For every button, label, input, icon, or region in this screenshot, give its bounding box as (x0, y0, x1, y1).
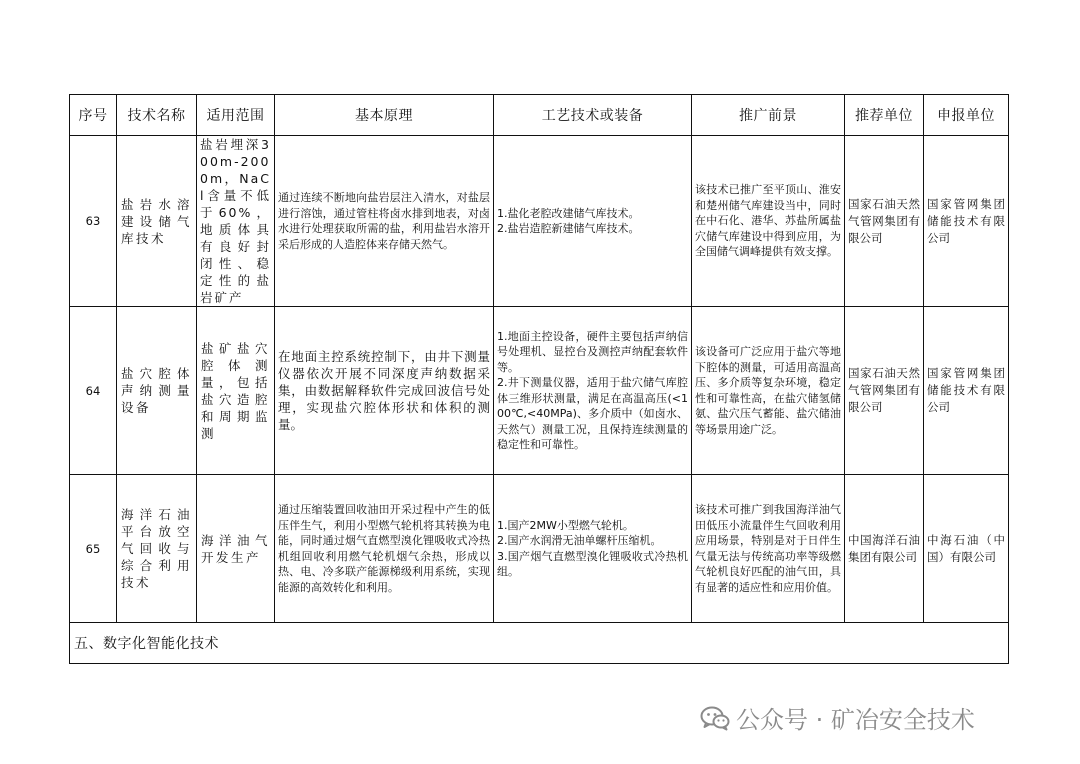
tech-name: 盐岩水溶建设储气库技术 (121, 196, 192, 246)
scope-cell (197, 307, 275, 475)
applicant-cell (924, 136, 1009, 307)
prospect-text: 该技术已推广至平顶山、淮安和楚州储气库建设当中，同时在中石化、港华、苏盐所属盐穴储气库建设中得到应用，为全国储气调峰提供有效支撑。 (695, 183, 841, 259)
applicant-cell (924, 307, 1009, 475)
recommender-text: 国家石油天然气管网集团有限公司 (848, 196, 920, 245)
wechat-icon (700, 705, 730, 731)
table-row (70, 475, 1009, 623)
process-text: 1.国产2MW小型燃气轮机。 2.国产水润滑无油单螺杆压缩机。 3.国产烟气直燃型溴化锂吸收式冷热机组。 (497, 518, 688, 578)
process-cell (494, 307, 692, 475)
recommender-cell (845, 307, 924, 475)
tech-name: 海洋石油平台放空气回收与综合利用技术 (121, 507, 192, 590)
header-scope: 适用范围 (197, 95, 275, 136)
prospect-cell (692, 136, 845, 307)
recommender-cell (845, 136, 924, 307)
watermark-text: 公众号 · 矿冶安全技术 (736, 706, 975, 734)
section-title: 五、数字化智能化技术 (74, 636, 219, 652)
table-row (70, 136, 1009, 307)
prospect-cell (692, 307, 845, 475)
scope-cell (197, 475, 275, 623)
header-principle: 基本原理 (275, 95, 494, 136)
table-row (70, 307, 1009, 475)
scope-text: 海洋油气开发生产 (201, 532, 270, 565)
principle-cell (275, 475, 494, 623)
principle-cell (275, 136, 494, 307)
tech-name: 盐穴腔体声纳测量设备 (121, 366, 192, 415)
process-text: 1.盐化老腔改建储气库技术。 2.盐岩造腔新建储气库技术。 (497, 206, 640, 235)
tech-name-cell (117, 136, 197, 307)
recommender-cell (845, 475, 924, 623)
prospect-text: 该设备可广泛应用于盐穴等地下腔体的测量，可适用高温高压、多介质等复杂环境，稳定性和可靠性高，在盐穴储氢储氨、盐穴压气蓄能、盐穴储油等场景用途广泛。 (695, 345, 841, 436)
row-num: 63 (70, 136, 117, 307)
header-prospect: 推广前景 (692, 95, 845, 136)
scope-text: 盐矿盐穴腔体测量，包括盐穴造腔和周期监测 (201, 340, 270, 441)
tech-name-cell (117, 307, 197, 475)
header-num: 序号 (70, 95, 117, 136)
tech-name-cell (117, 475, 197, 623)
table-header-row (70, 95, 1009, 136)
principle-text: 通过压缩装置回收油田开采过程中产生的低压伴生气，利用小型燃气轮机将其转换为电能，同时通过烟气直燃型溴化锂吸收式冷热机组回收利用燃气轮机烟气余热，形成以热、电、冷多联产能源梯级利用系统，实现能源的高效转化和利用。 (278, 503, 490, 594)
applicant-text: 中海石油（中国）有限公司 (927, 532, 1005, 564)
principle-cell (275, 307, 494, 475)
principle-text: 通过连续不断地向盐岩层注入清水，对盐层进行溶蚀，通过管柱将卤水排到地表，对卤水进行处理获取所需的盐，利用盐岩水溶开采后形成的人造腔体来存储天然气。 (278, 191, 490, 251)
prospect-cell (692, 475, 845, 623)
header-name: 技术名称 (117, 95, 197, 136)
recommender-text: 中国海洋石油集团有限公司 (848, 532, 920, 564)
section-row (70, 623, 1009, 664)
watermark (700, 700, 975, 735)
section-cell (70, 623, 1009, 664)
recommender-text: 国家石油天然气管网集团有限公司 (848, 366, 920, 414)
header-process: 工艺技术或装备 (494, 95, 692, 136)
process-cell (494, 475, 692, 623)
applicant-text: 国家管网集团储能技术有限公司 (927, 366, 1005, 414)
process-text: 1.地面主控设备，硬件主要包括声纳信号处理机、显控台及测控声纳配套软件等。 2.井下测量仪器，适用于盐穴储气库腔体三维形状测量，满足在高温高压(<100℃,<40MPa)、多介质中（如卤水、天然气）测量工况，且保持连续测量的稳定性和可靠性。 (497, 329, 688, 451)
applicant-text: 国家管网集团储能技术有限公司 (927, 196, 1005, 245)
header-recommender: 推荐单位 (845, 95, 924, 136)
technology-table (69, 94, 1009, 664)
scope-text: 盐岩埋深300m-2000m，NaCl含量不低于60%，地质体具有良好封闭性、稳定性的盐岩矿产 (200, 137, 271, 305)
principle-text: 在地面主控系统控制下，由井下测量仪器依次开展不同深度声纳数据采集，由数据解释软件完成回波信号处理，实现盐穴腔体形状和体积的测量。 (278, 349, 490, 432)
prospect-text: 该技术可推广到我国海洋油气田低压小流量伴生气回收利用应用场景，特别是对于日伴生气量无法与传统高功率等级燃气轮机良好匹配的油气田，具有显著的适应性和应用价值。 (695, 503, 841, 594)
scope-cell (197, 136, 275, 307)
row-num: 64 (70, 307, 117, 475)
row-num: 65 (70, 475, 117, 623)
header-applicant: 申报单位 (924, 95, 1009, 136)
applicant-cell (924, 475, 1009, 623)
process-cell (494, 136, 692, 307)
